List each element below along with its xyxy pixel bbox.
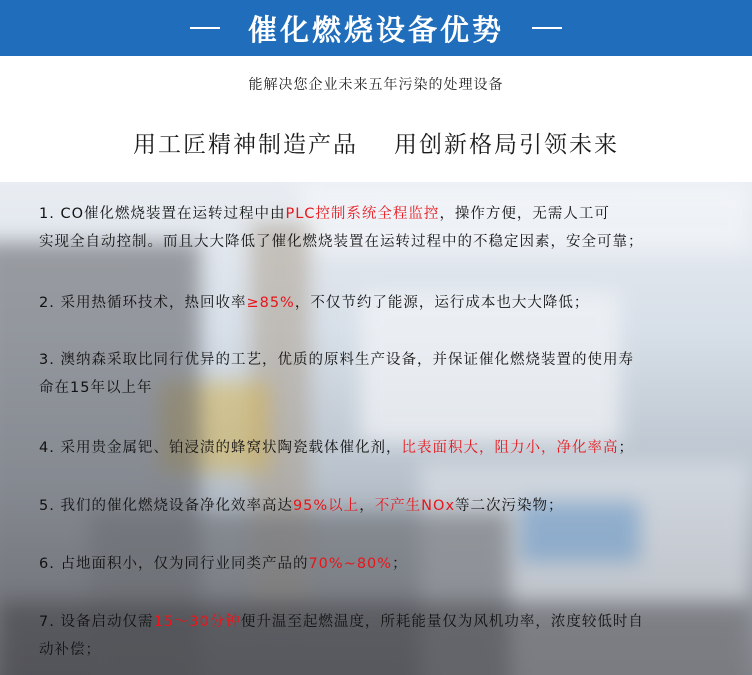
slogan-left: 用工匠精神制造产品 [133,132,358,158]
item-7-text-2: 便升温至起燃温度，所耗能量仅为风机功率，浓度较低时自 [240,614,644,630]
item-2-highlight: ≥85% [246,295,295,311]
item-1-line-2: 实现全自动控制。而且大大降低了催化燃烧装置在运转过程中的不稳定因素，安全可靠； [39,234,644,250]
item-4-highlight: 比表面积大，阻力小，净化率高 [401,440,619,456]
item-5-text: 5. 我们的催化燃烧设备净化效率高达 [39,498,293,514]
item-3-text: 3. 澳纳森采取比同行优异的工艺，优质的原料生产设备，并保证催化燃烧装置的使用寿 [39,352,634,368]
item-2-text: 2. 采用热循环技术，热回收率 [39,295,247,311]
banner-title: 催化燃烧设备优势 [247,12,504,47]
advantage-item-6 [39,550,744,578]
item-6-text-2: ； [392,556,408,572]
item-4-text-2: ； [618,440,634,456]
item-1-highlight: PLC控制系统全程监控 [285,206,440,222]
item-6-highlight: 70%~80% [308,556,393,572]
slogan-right: 用创新格局引领未来 [394,132,619,158]
advantage-item-3 [39,346,751,402]
item-6-text: 6. 占地面积小，仅为同行业同类产品的 [39,556,309,572]
title-banner [0,0,752,56]
item-1-text: 1. CO催化燃烧装置在运转过程中由 [39,206,286,222]
advantage-item-5 [39,492,744,520]
item-5-text-2: ， [359,498,375,514]
subtitle: 能解决您企业未来五年污染的处理设备 [248,77,504,93]
item-7-line-2: 动补偿； [39,642,101,658]
right-dash-decoration [532,27,562,29]
item-7-text: 7. 设备启动仅需 [39,614,154,630]
item-3-line-2: 命在15年以上年 [39,380,153,396]
item-5-highlight-2: 不产生NOx [374,498,456,514]
item-4-text: 4. 采用贵金属钯、铂浸渍的蜂窝状陶瓷载体催化剂， [39,440,402,456]
item-5-highlight: 95%以上 [292,498,360,514]
left-dash-decoration [190,27,220,29]
item-2-text-2: ，不仅节约了能源，运行成本也大大降低； [294,295,590,311]
advantage-item-1 [39,200,744,256]
item-1-text-2: ，操作方便，无需人工可 [439,206,610,222]
item-7-highlight: 15～30分钟 [153,614,241,630]
advantage-item-2 [39,289,744,317]
advantage-item-4 [39,434,744,462]
advantage-item-7 [39,608,751,664]
item-5-text-3: 等二次污染物； [455,498,564,514]
slogan [0,126,752,159]
